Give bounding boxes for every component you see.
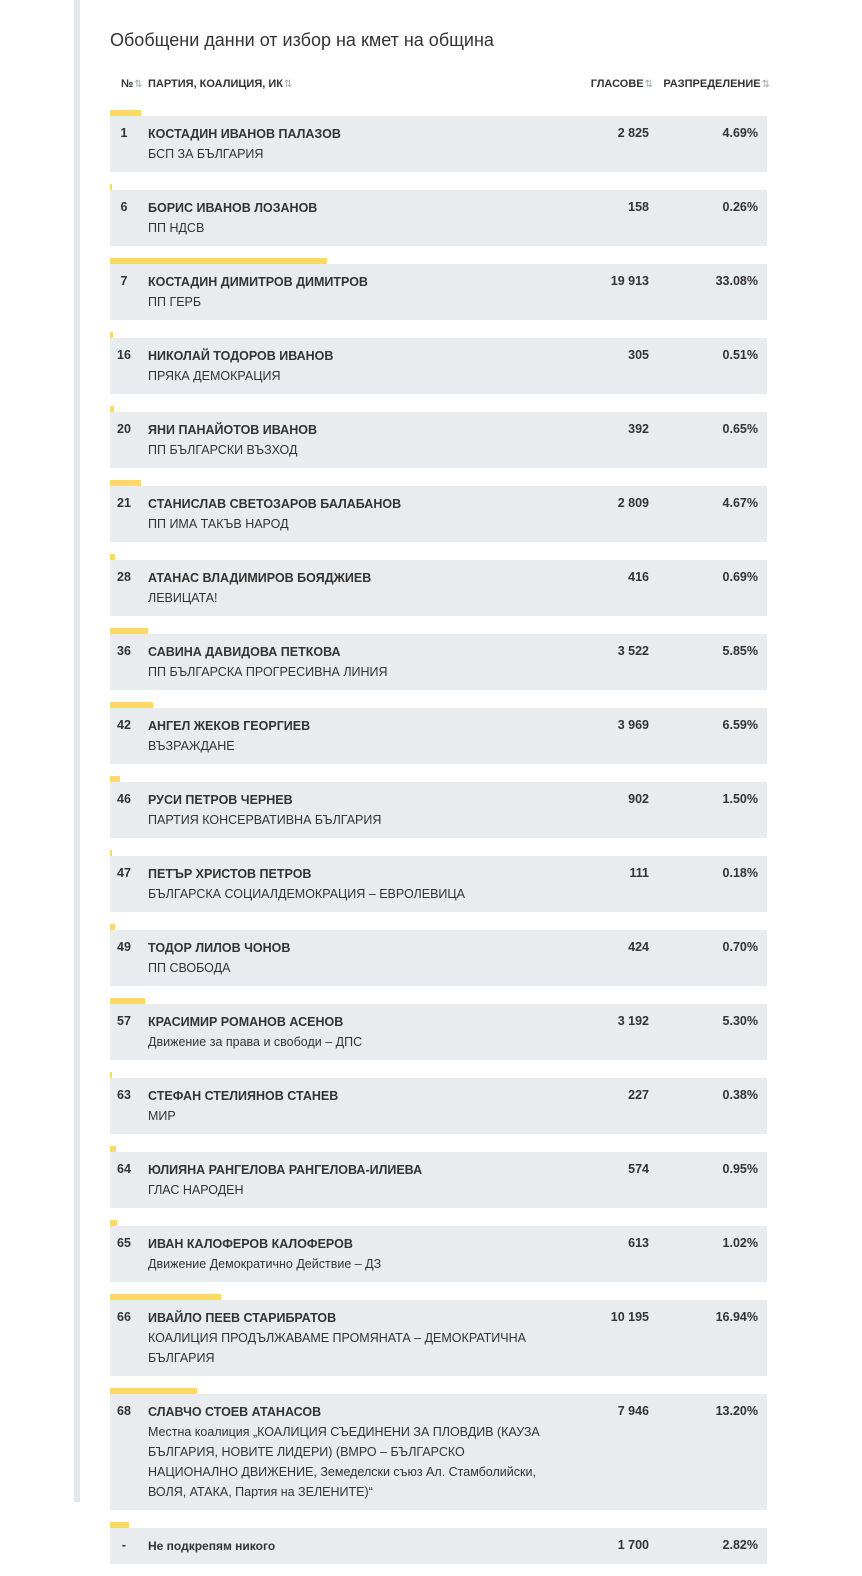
party-name: Движение Демократично Действие – ДЗ [148, 1257, 382, 1271]
candidate-name: ЯНИ ПАНАЙОТОВ ИВАНОВ [148, 423, 317, 437]
row-cells [110, 1078, 767, 1134]
vote-percent: 0.65% [722, 422, 758, 436]
votes-count: 2 809 [617, 496, 649, 510]
votes-count: 111 [629, 866, 649, 880]
sort-icon: ⇅ [134, 79, 143, 90]
party-name: Местна коалиция „КОАЛИЦИЯ СЪЕДИНЕНИ ЗА ПЛОВДИВ (КАУЗА БЪЛГАРИЯ, НОВИТЕ ЛИДЕРИ) (ВМРО – БЪЛГАРСКО НАЦИОНАЛНО ДВИЖЕНИЕ, Земеделски съюз Ал. Стамболийски, ВОЛЯ, АТАКА, Партия на ЗЕЛЕНИТЕ)“ [148, 1425, 540, 1499]
vote-percent: 1.02% [722, 1236, 758, 1250]
row-cells [110, 856, 767, 912]
row-number: 65 [117, 1236, 131, 1250]
party-name: ПРЯКА ДЕМОКРАЦИЯ [148, 369, 281, 383]
party-name: ГЛАС НАРОДЕН [148, 1183, 244, 1197]
table-row [110, 110, 767, 172]
header-distribution[interactable]: РАЗПРЕДЕЛЕНИЕ⇅ [663, 78, 770, 90]
row-cells [110, 1152, 767, 1208]
row-number: 68 [117, 1404, 131, 1418]
votes-count: 158 [628, 200, 649, 214]
party-name: ПП ГЕРБ [148, 295, 202, 309]
table-row [110, 184, 767, 246]
row-number: 42 [117, 718, 131, 732]
candidate-name: ИВАН КАЛОФЕРОВ КАЛОФЕРОВ [148, 1237, 353, 1251]
table-row [110, 554, 767, 616]
row-number: 16 [117, 348, 131, 362]
page-title: Обобщени данни от избор на кмет на община [110, 30, 494, 50]
votes-count: 574 [628, 1162, 649, 1176]
party-cell [148, 938, 548, 978]
party-name: БЪЛГАРСКА СОЦИАЛДЕМОКРАЦИЯ – ЕВРОЛЕВИЦА [148, 887, 465, 901]
vote-percent: 0.18% [722, 866, 758, 880]
party-cell [148, 568, 548, 608]
party-cell [148, 420, 548, 460]
table-row [110, 1220, 767, 1282]
votes-count: 2 825 [617, 126, 649, 140]
row-cells [110, 1300, 767, 1376]
votes-count: 305 [628, 348, 649, 362]
vote-percent: 5.85% [722, 644, 758, 658]
party-cell [148, 124, 548, 164]
party-name: ПП СВОБОДА [148, 961, 231, 975]
row-number: 20 [117, 422, 131, 436]
row-number: 6 [120, 200, 128, 214]
table-row [110, 1388, 767, 1510]
row-number: 66 [117, 1310, 131, 1324]
vote-percent: 4.67% [722, 496, 758, 510]
candidate-name: СЛАВЧО СТОЕВ АТАНАСОВ [148, 1405, 322, 1419]
party-cell [148, 494, 548, 534]
votes-count: 902 [628, 792, 649, 806]
party-cell [148, 1234, 548, 1274]
table-row [110, 480, 767, 542]
sort-icon: ⇅ [761, 79, 770, 90]
row-number: 63 [117, 1088, 131, 1102]
votes-count: 613 [628, 1236, 649, 1250]
results-table [110, 110, 767, 1576]
candidate-name: АНГЕЛ ЖЕКОВ ГЕОРГИЕВ [148, 719, 311, 733]
party-cell [148, 1402, 548, 1502]
row-cells [110, 412, 767, 468]
party-cell [148, 864, 548, 904]
table-row [110, 628, 767, 690]
vote-percent: 0.70% [722, 940, 758, 954]
party-name: ПП БЪЛГАРСКА ПРОГРЕСИВНА ЛИНИЯ [148, 665, 388, 679]
votes-count: 7 946 [617, 1404, 649, 1418]
row-cells [110, 1394, 767, 1510]
row-cells [110, 1004, 767, 1060]
row-number: 36 [117, 644, 131, 658]
candidate-name: ТОДОР ЛИЛОВ ЧОНОВ [148, 941, 291, 955]
row-cells [110, 634, 767, 690]
vote-percent: 5.30% [722, 1014, 758, 1028]
row-number: 28 [117, 570, 131, 584]
candidate-name: Не подкрепям никого [148, 1539, 276, 1553]
party-cell [148, 1160, 548, 1200]
row-number: 57 [117, 1014, 131, 1028]
sort-icon: ⇅ [644, 79, 653, 90]
candidate-name: ЮЛИЯНА РАНГЕЛОВА РАНГЕЛОВА-ИЛИЕВА [148, 1163, 423, 1177]
party-name: ПАРТИЯ КОНСЕРВАТИВНА БЪЛГАРИЯ [148, 813, 382, 827]
party-cell [148, 642, 548, 682]
none-row [110, 1522, 767, 1564]
party-name: ВЪЗРАЖДАНЕ [148, 739, 235, 753]
row-number: 1 [120, 126, 128, 140]
row-number: 64 [117, 1162, 131, 1176]
table-row [110, 702, 767, 764]
vote-percent: 0.51% [722, 348, 758, 362]
table-row [110, 1072, 767, 1134]
row-cells [110, 782, 767, 838]
row-cells [110, 264, 767, 320]
votes-count: 19 913 [610, 274, 649, 288]
candidate-name: СТАНИСЛАВ СВЕТОЗАРОВ БАЛАБАНОВ [148, 497, 402, 511]
row-cells [110, 708, 767, 764]
vote-percent: 0.38% [722, 1088, 758, 1102]
row-cells [110, 190, 767, 246]
table-row [110, 1146, 767, 1208]
header-votes[interactable]: ГЛАСОВЕ⇅ [590, 78, 653, 90]
candidate-name: СТЕФАН СТЕЛИЯНОВ СТАНЕВ [148, 1089, 339, 1103]
table-row [110, 258, 767, 320]
candidate-name: КОСТАДИН ИВАНОВ ПАЛАЗОВ [148, 127, 341, 141]
vote-percent: 0.26% [722, 200, 758, 214]
party-name: МИР [148, 1109, 176, 1123]
row-number: - [121, 1538, 127, 1552]
votes-count: 3 192 [617, 1014, 649, 1028]
party-name: ПП БЪЛГАРСКИ ВЪЗХОД [148, 443, 298, 457]
party-name: КОАЛИЦИЯ ПРОДЪЛЖАВАМЕ ПРОМЯНАТА – ДЕМОКРАТИЧНА БЪЛГАРИЯ [148, 1331, 526, 1365]
vote-percent: 16.94% [715, 1310, 758, 1324]
party-cell [148, 716, 548, 756]
table-header [110, 78, 770, 96]
candidate-name: КОСТАДИН ДИМИТРОВ ДИМИТРОВ [148, 275, 368, 289]
row-number: 21 [117, 496, 131, 510]
header-party[interactable]: ПАРТИЯ, КОАЛИЦИЯ, ИК⇅ [148, 78, 293, 90]
party-name: ЛЕВИЦАТА! [148, 591, 218, 605]
vote-percent: 6.59% [722, 718, 758, 732]
table-row [110, 332, 767, 394]
row-number: 46 [117, 792, 131, 806]
sort-icon: ⇅ [283, 79, 293, 90]
votes-count: 1 700 [617, 1538, 649, 1552]
table-row [110, 776, 767, 838]
table-row [110, 998, 767, 1060]
row-cells [110, 486, 767, 542]
candidate-name: САВИНА ДАВИДОВА ПЕТКОВА [148, 645, 341, 659]
row-cells [110, 116, 767, 172]
table-row [110, 1294, 767, 1376]
vote-percent: 0.69% [722, 570, 758, 584]
row-cells [110, 338, 767, 394]
row-number: 49 [117, 940, 131, 954]
votes-count: 424 [628, 940, 649, 954]
party-name: ПП ИМА ТАКЪВ НАРОД [148, 517, 289, 531]
table-row [110, 406, 767, 468]
party-cell [148, 272, 548, 312]
party-name: ПП НДСВ [148, 221, 205, 235]
candidate-name: КРАСИМИР РОМАНОВ АСЕНОВ [148, 1015, 344, 1029]
votes-count: 3 522 [617, 644, 649, 658]
votes-count: 416 [628, 570, 649, 584]
votes-count: 392 [628, 422, 649, 436]
candidate-name: ИВАЙЛО ПЕЕВ СТАРИБРАТОВ [148, 1311, 337, 1325]
candidate-name: АТАНАС ВЛАДИМИРОВ БОЯДЖИЕВ [148, 571, 372, 585]
candidate-name: ПЕТЪР ХРИСТОВ ПЕТРОВ [148, 867, 312, 881]
row-cells [110, 930, 767, 986]
votes-count: 227 [628, 1088, 649, 1102]
party-cell [148, 1536, 548, 1556]
left-border [74, 0, 80, 1502]
vote-percent: 4.69% [722, 126, 758, 140]
votes-count: 3 969 [617, 718, 649, 732]
party-name: БСП ЗА БЪЛГАРИЯ [148, 147, 264, 161]
vote-percent: 0.95% [722, 1162, 758, 1176]
row-cells [110, 1226, 767, 1282]
vote-percent: 1.50% [722, 792, 758, 806]
party-cell [148, 1012, 548, 1052]
party-cell [148, 1086, 548, 1126]
party-cell [148, 346, 548, 386]
candidate-name: РУСИ ПЕТРОВ ЧЕРНЕВ [148, 793, 293, 807]
row-number: 47 [117, 866, 131, 880]
vote-percent: 33.08% [715, 274, 758, 288]
row-number: 7 [120, 274, 128, 288]
vote-percent: 2.82% [722, 1538, 758, 1552]
table-row [110, 850, 767, 912]
row-cells [110, 560, 767, 616]
votes-count: 10 195 [610, 1310, 649, 1324]
table-row [110, 924, 767, 986]
party-cell [148, 198, 548, 238]
candidate-name: НИКОЛАЙ ТОДОРОВ ИВАНОВ [148, 349, 334, 363]
row-cells [110, 1528, 767, 1564]
party-cell [148, 790, 548, 830]
vote-percent: 13.20% [715, 1404, 758, 1418]
party-name: Движение за права и свободи – ДПС [148, 1035, 363, 1049]
party-cell [148, 1308, 548, 1368]
header-num[interactable]: №⇅ [121, 78, 143, 90]
candidate-name: БОРИС ИВАНОВ ЛОЗАНОВ [148, 201, 318, 215]
